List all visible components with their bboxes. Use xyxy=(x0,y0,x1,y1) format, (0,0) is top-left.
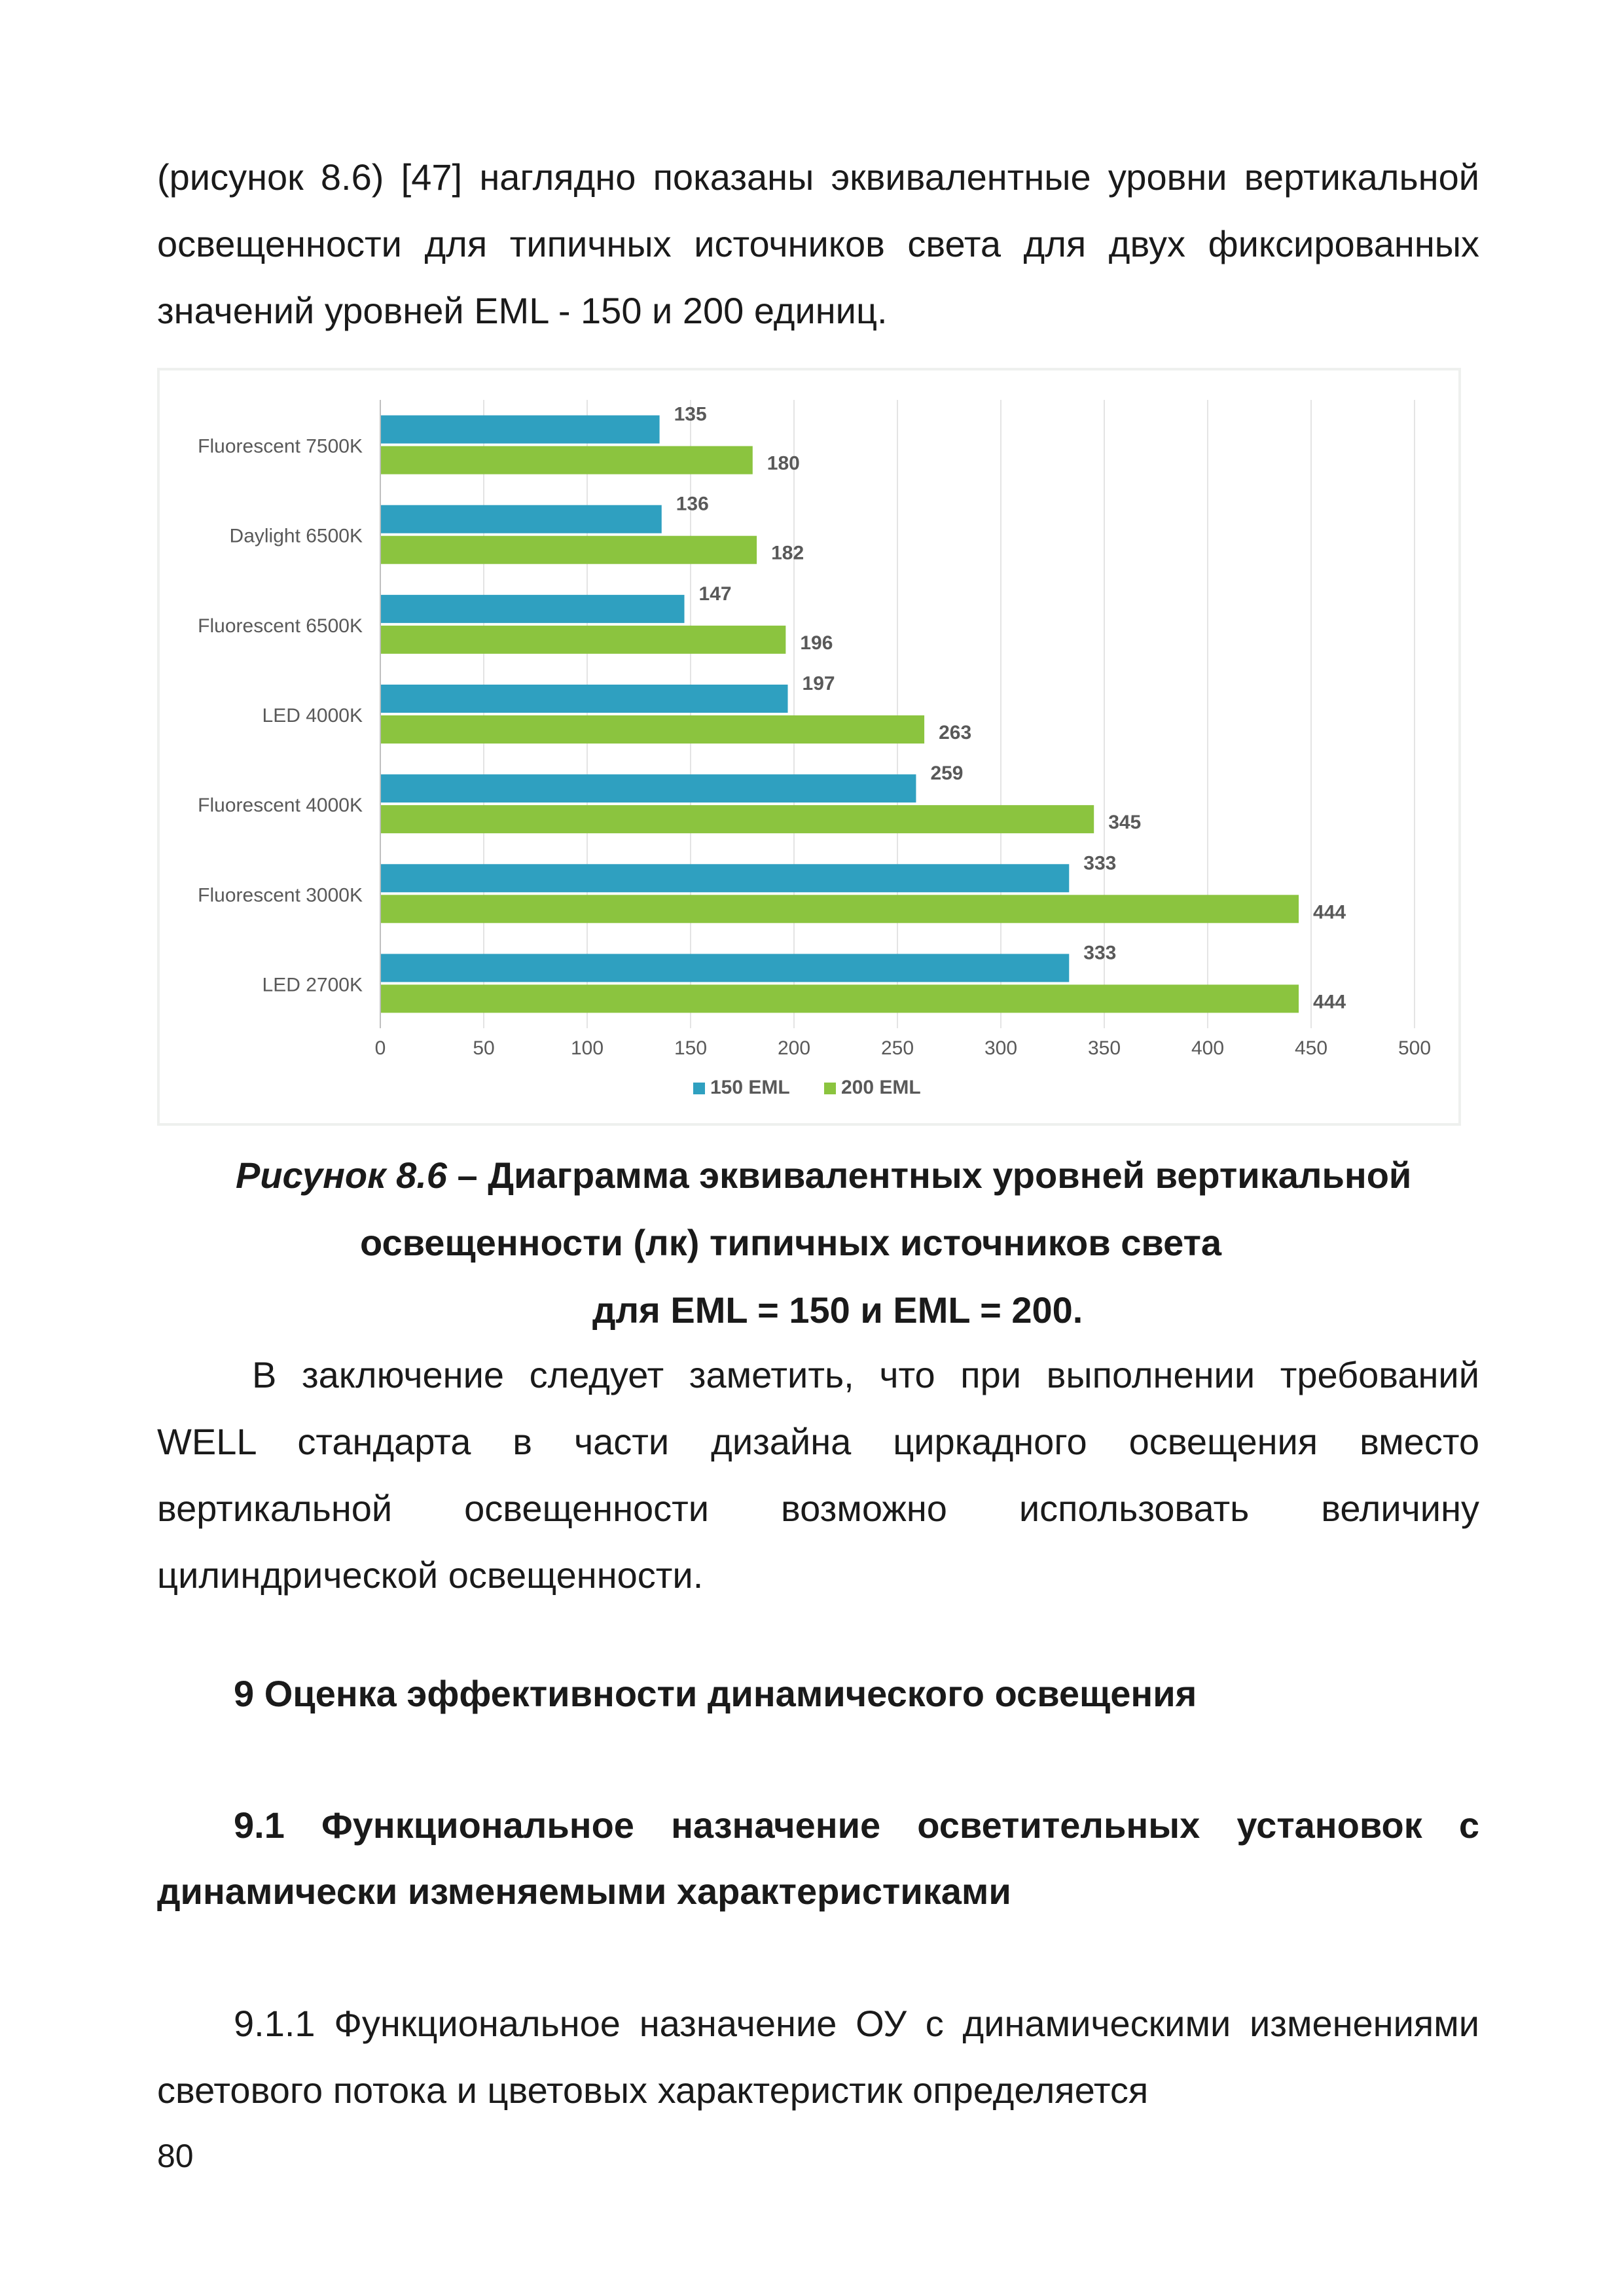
category-label: Fluorescent 3000K xyxy=(198,884,363,906)
data-label: 345 xyxy=(1108,812,1142,834)
intro-line-3: значений уровней EML - 150 и 200 единиц. xyxy=(157,290,888,331)
figure-caption-line-1 xyxy=(0,1157,1624,1194)
data-label: 333 xyxy=(1083,942,1117,964)
legend-swatch xyxy=(693,1083,705,1094)
data-label: 147 xyxy=(698,583,732,605)
data-label: 444 xyxy=(1313,901,1346,924)
bar xyxy=(381,984,1299,1013)
conclusion-line-4: цилиндрической освещенности. xyxy=(157,1554,704,1596)
category-label: Fluorescent 7500K xyxy=(198,435,363,457)
x-tick-label: 350 xyxy=(1087,1037,1121,1059)
page-number: 80 xyxy=(157,2138,194,2174)
paragraph-9-1-1-line-1: 9.1.1 Функциональное назначение ОУ с динамическими изменениями xyxy=(234,2003,1479,2044)
bar xyxy=(381,715,924,744)
bar xyxy=(381,416,660,444)
x-tick-label: 300 xyxy=(984,1037,1018,1059)
legend-label: 150 EML xyxy=(710,1077,790,1098)
x-tick-label: 50 xyxy=(473,1037,495,1059)
figure-caption-text-1: Диаграмма эквивалентных уровней вертикальной xyxy=(488,1155,1412,1196)
bar xyxy=(381,536,757,564)
figure-caption-label: Рисунок 8.6 xyxy=(236,1155,447,1196)
legend-swatch xyxy=(824,1083,836,1094)
data-label: 444 xyxy=(1313,991,1346,1013)
category-label: Daylight 6500K xyxy=(229,525,363,547)
x-tick-label: 450 xyxy=(1294,1037,1328,1059)
section-9-1-heading-line-1: 9.1 Функциональное назначение осветительных установок с xyxy=(234,1804,1479,1846)
data-label: 180 xyxy=(767,452,800,475)
intro-line-1: (рисунок 8.6) [47] наглядно показаны эквивалентные уровни вертикальной xyxy=(157,156,1479,198)
bar xyxy=(381,505,662,533)
conclusion-line-2: WELL стандарта в части дизайна циркадного освещения вместо xyxy=(157,1421,1479,1462)
bar xyxy=(381,864,1069,892)
intro-line-2: освещенности для типичных источников света для двух фиксированных xyxy=(157,223,1479,264)
figure-8-6-chart xyxy=(157,368,1461,1126)
data-label: 136 xyxy=(676,493,709,515)
bar xyxy=(381,446,753,475)
x-tick-label: 200 xyxy=(777,1037,811,1059)
data-label: 263 xyxy=(939,722,972,744)
figure-caption-dash: – xyxy=(446,1155,488,1196)
bar xyxy=(381,954,1069,982)
category-label: LED 2700K xyxy=(262,974,363,996)
category-label: Fluorescent 4000K xyxy=(198,795,363,817)
x-tick-label: 150 xyxy=(674,1037,708,1059)
data-label: 196 xyxy=(800,632,833,654)
category-label: Fluorescent 6500K xyxy=(198,615,363,637)
data-label: 182 xyxy=(771,542,804,564)
figure-caption-line-2: освещенности (лк) типичных источников света xyxy=(360,1222,1222,1263)
x-tick-label: 100 xyxy=(570,1037,604,1059)
x-tick-label: 0 xyxy=(374,1037,386,1059)
x-tick-label: 400 xyxy=(1191,1037,1225,1059)
conclusion-line-3: вертикальной освещенности возможно использовать величину xyxy=(157,1488,1479,1529)
data-label: 259 xyxy=(930,762,964,785)
bar xyxy=(381,895,1299,923)
data-label: 333 xyxy=(1083,852,1117,874)
figure-caption-line-3: для EML = 150 и EML = 200. xyxy=(592,1289,1083,1331)
paragraph-9-1-1-line-2: светового потока и цветовых характеристик определяется xyxy=(157,2070,1149,2111)
data-label: 197 xyxy=(802,673,835,694)
legend-label: 200 EML xyxy=(841,1077,921,1098)
bar xyxy=(381,626,785,654)
bar-chart xyxy=(160,370,1458,1123)
bar xyxy=(381,685,788,713)
section-9-1-heading-line-2: динамически изменяемыми характеристиками xyxy=(157,1871,1011,1912)
x-tick-label: 250 xyxy=(880,1037,914,1059)
x-tick-label: 500 xyxy=(1398,1037,1432,1059)
data-label: 135 xyxy=(674,403,707,425)
bar xyxy=(381,805,1094,833)
bar xyxy=(381,595,685,623)
category-label: LED 4000K xyxy=(262,705,363,726)
section-9-heading: 9 Оценка эффективности динамического освещения xyxy=(234,1673,1197,1714)
conclusion-line-1: В заключение следует заметить, что при выполнении требований xyxy=(252,1354,1479,1395)
bar xyxy=(381,774,916,802)
